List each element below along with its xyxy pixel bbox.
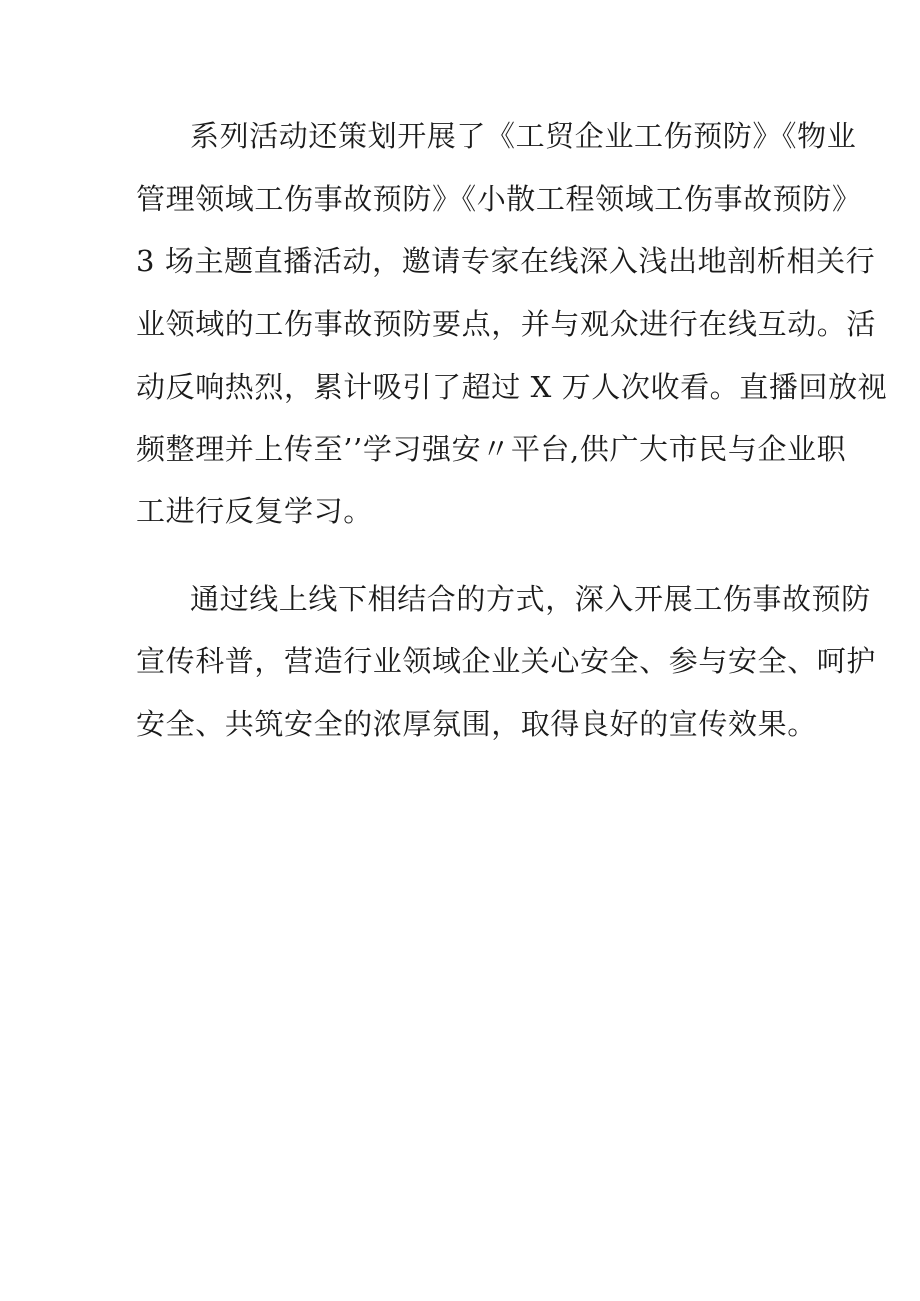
paragraph-2-line-2: 宣传科普，营造行业领域企业关心安全、参与安全、呵护	[136, 644, 877, 678]
paragraph-1-line-3: 3 场主题直播活动，邀请专家在线深入浅出地剖析相关行	[136, 244, 876, 278]
paragraph-2-line-3: 安全、共筑安全的浓厚氛围，取得良好的宣传效果。	[136, 707, 817, 741]
paragraph-1-line-7: 工进行反复学习。	[136, 494, 373, 528]
paragraph-2-line-1: 通过线上线下相结合的方式，深入开展工伤事故预防	[190, 582, 871, 616]
paragraph-1-line-2: 管理领域工伤事故预防》《小散工程领域工伤事故预防》	[136, 182, 862, 216]
paragraph-1-line-4: 业领域的工伤事故预防要点，并与观众进行在线互动。活	[136, 307, 877, 341]
paragraph-1-line-1: 系列活动还策划开展了《工贸企业工伤预防》《物业	[190, 119, 857, 153]
paragraph-1-line-6: 频整理并上传至’’学习强安〃平台,供广大市民与企业职	[136, 432, 847, 466]
paragraph-1-line-5: 动反响热烈，累计吸引了超过 X 万人次收看。直播回放视	[136, 370, 888, 404]
